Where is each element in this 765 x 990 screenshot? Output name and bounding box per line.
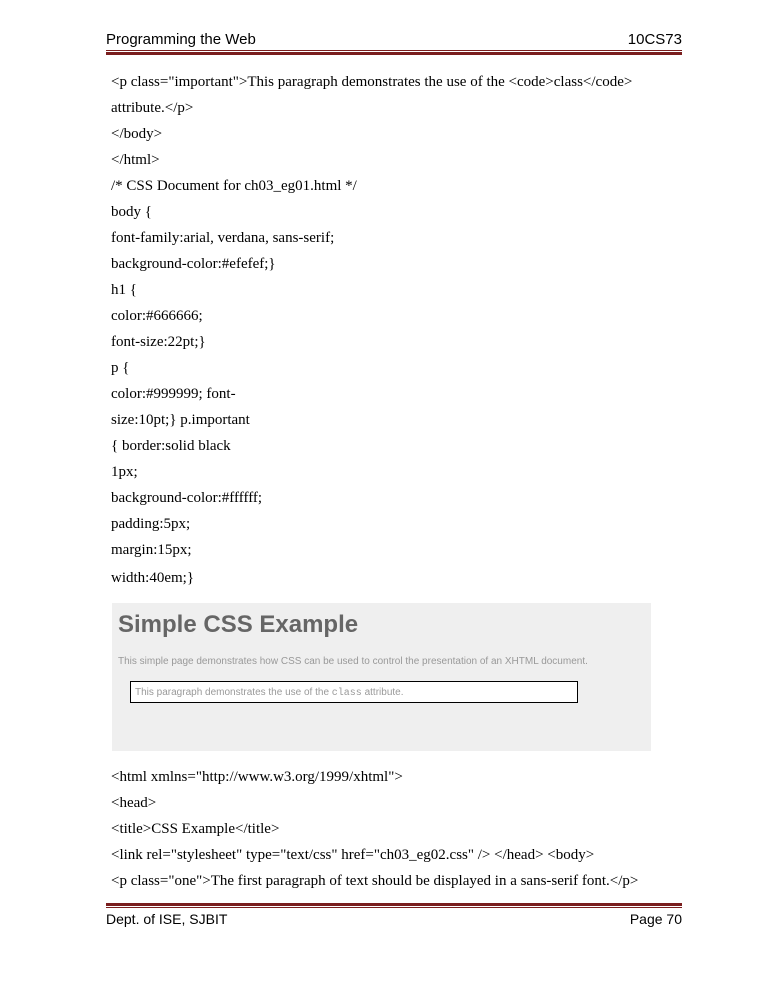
code-line: { border:solid black: [111, 438, 231, 454]
code-line: font-family:arial, verdana, sans-serif;: [111, 230, 335, 246]
code-line: h1 {: [111, 282, 137, 298]
footer-page-number: Page 70: [629, 911, 682, 927]
code-line: attribute.</p>: [111, 100, 194, 116]
header-title: Programming the Web: [106, 31, 256, 48]
code-line: width:40em;}: [111, 570, 195, 586]
screenshot-intro-paragraph: This simple page demonstrates how CSS can be used to control the presentation of an XHTML document.: [118, 656, 588, 667]
code-line: </html>: [111, 152, 160, 168]
footer-rule-thick: [106, 903, 682, 906]
code-line: size:10pt;} p.important: [111, 412, 250, 428]
code-line: <title>CSS Example</title>: [111, 821, 280, 837]
code-line: color:#666666;: [111, 308, 203, 324]
code-line: <head>: [111, 795, 157, 811]
code-line: 1px;: [111, 464, 138, 480]
footer-rule-thin: [106, 907, 682, 908]
code-line: <html xmlns="http://www.w3.org/1999/xhtml">: [111, 769, 403, 785]
code-line: font-size:22pt;}: [111, 334, 206, 350]
code-line: p {: [111, 360, 130, 376]
code-line: <link rel="stylesheet" type="text/css" href="ch03_eg02.css" /> </head> <body>: [111, 847, 595, 863]
code-line: padding:5px;: [111, 516, 191, 532]
screenshot-heading: Simple CSS Example: [118, 611, 359, 638]
code-line: background-color:#ffffff;: [111, 490, 263, 506]
page-footer: [106, 911, 682, 931]
code-line: /* CSS Document for ch03_eg01.html */: [111, 178, 357, 194]
page-header: [106, 29, 682, 49]
browser-output-screenshot: [112, 603, 651, 751]
header-rule-thick: [106, 52, 682, 55]
footer-department: Dept. of ISE, SJBIT: [106, 911, 228, 927]
screenshot-important-paragraph: [130, 681, 578, 703]
header-course-code: 10CS73: [627, 31, 682, 48]
code-line: margin:15px;: [111, 542, 192, 558]
code-line: <p class="important">This paragraph demonstrates the use of the <code>class</code>: [111, 74, 633, 90]
box-code-word: class: [331, 688, 362, 699]
code-line: body {: [111, 204, 152, 220]
box-text-before: This paragraph demonstrates the use of the: [135, 687, 332, 698]
code-line: <p class="one">The first paragraph of text should be displayed in a sans-serif font.</p>: [111, 873, 639, 889]
code-line: background-color:#efefef;}: [111, 256, 276, 272]
code-line: color:#999999; font-: [111, 386, 236, 402]
box-text-after: attribute.: [361, 687, 404, 698]
header-rule-thin: [106, 50, 682, 51]
code-line: </body>: [111, 126, 163, 142]
